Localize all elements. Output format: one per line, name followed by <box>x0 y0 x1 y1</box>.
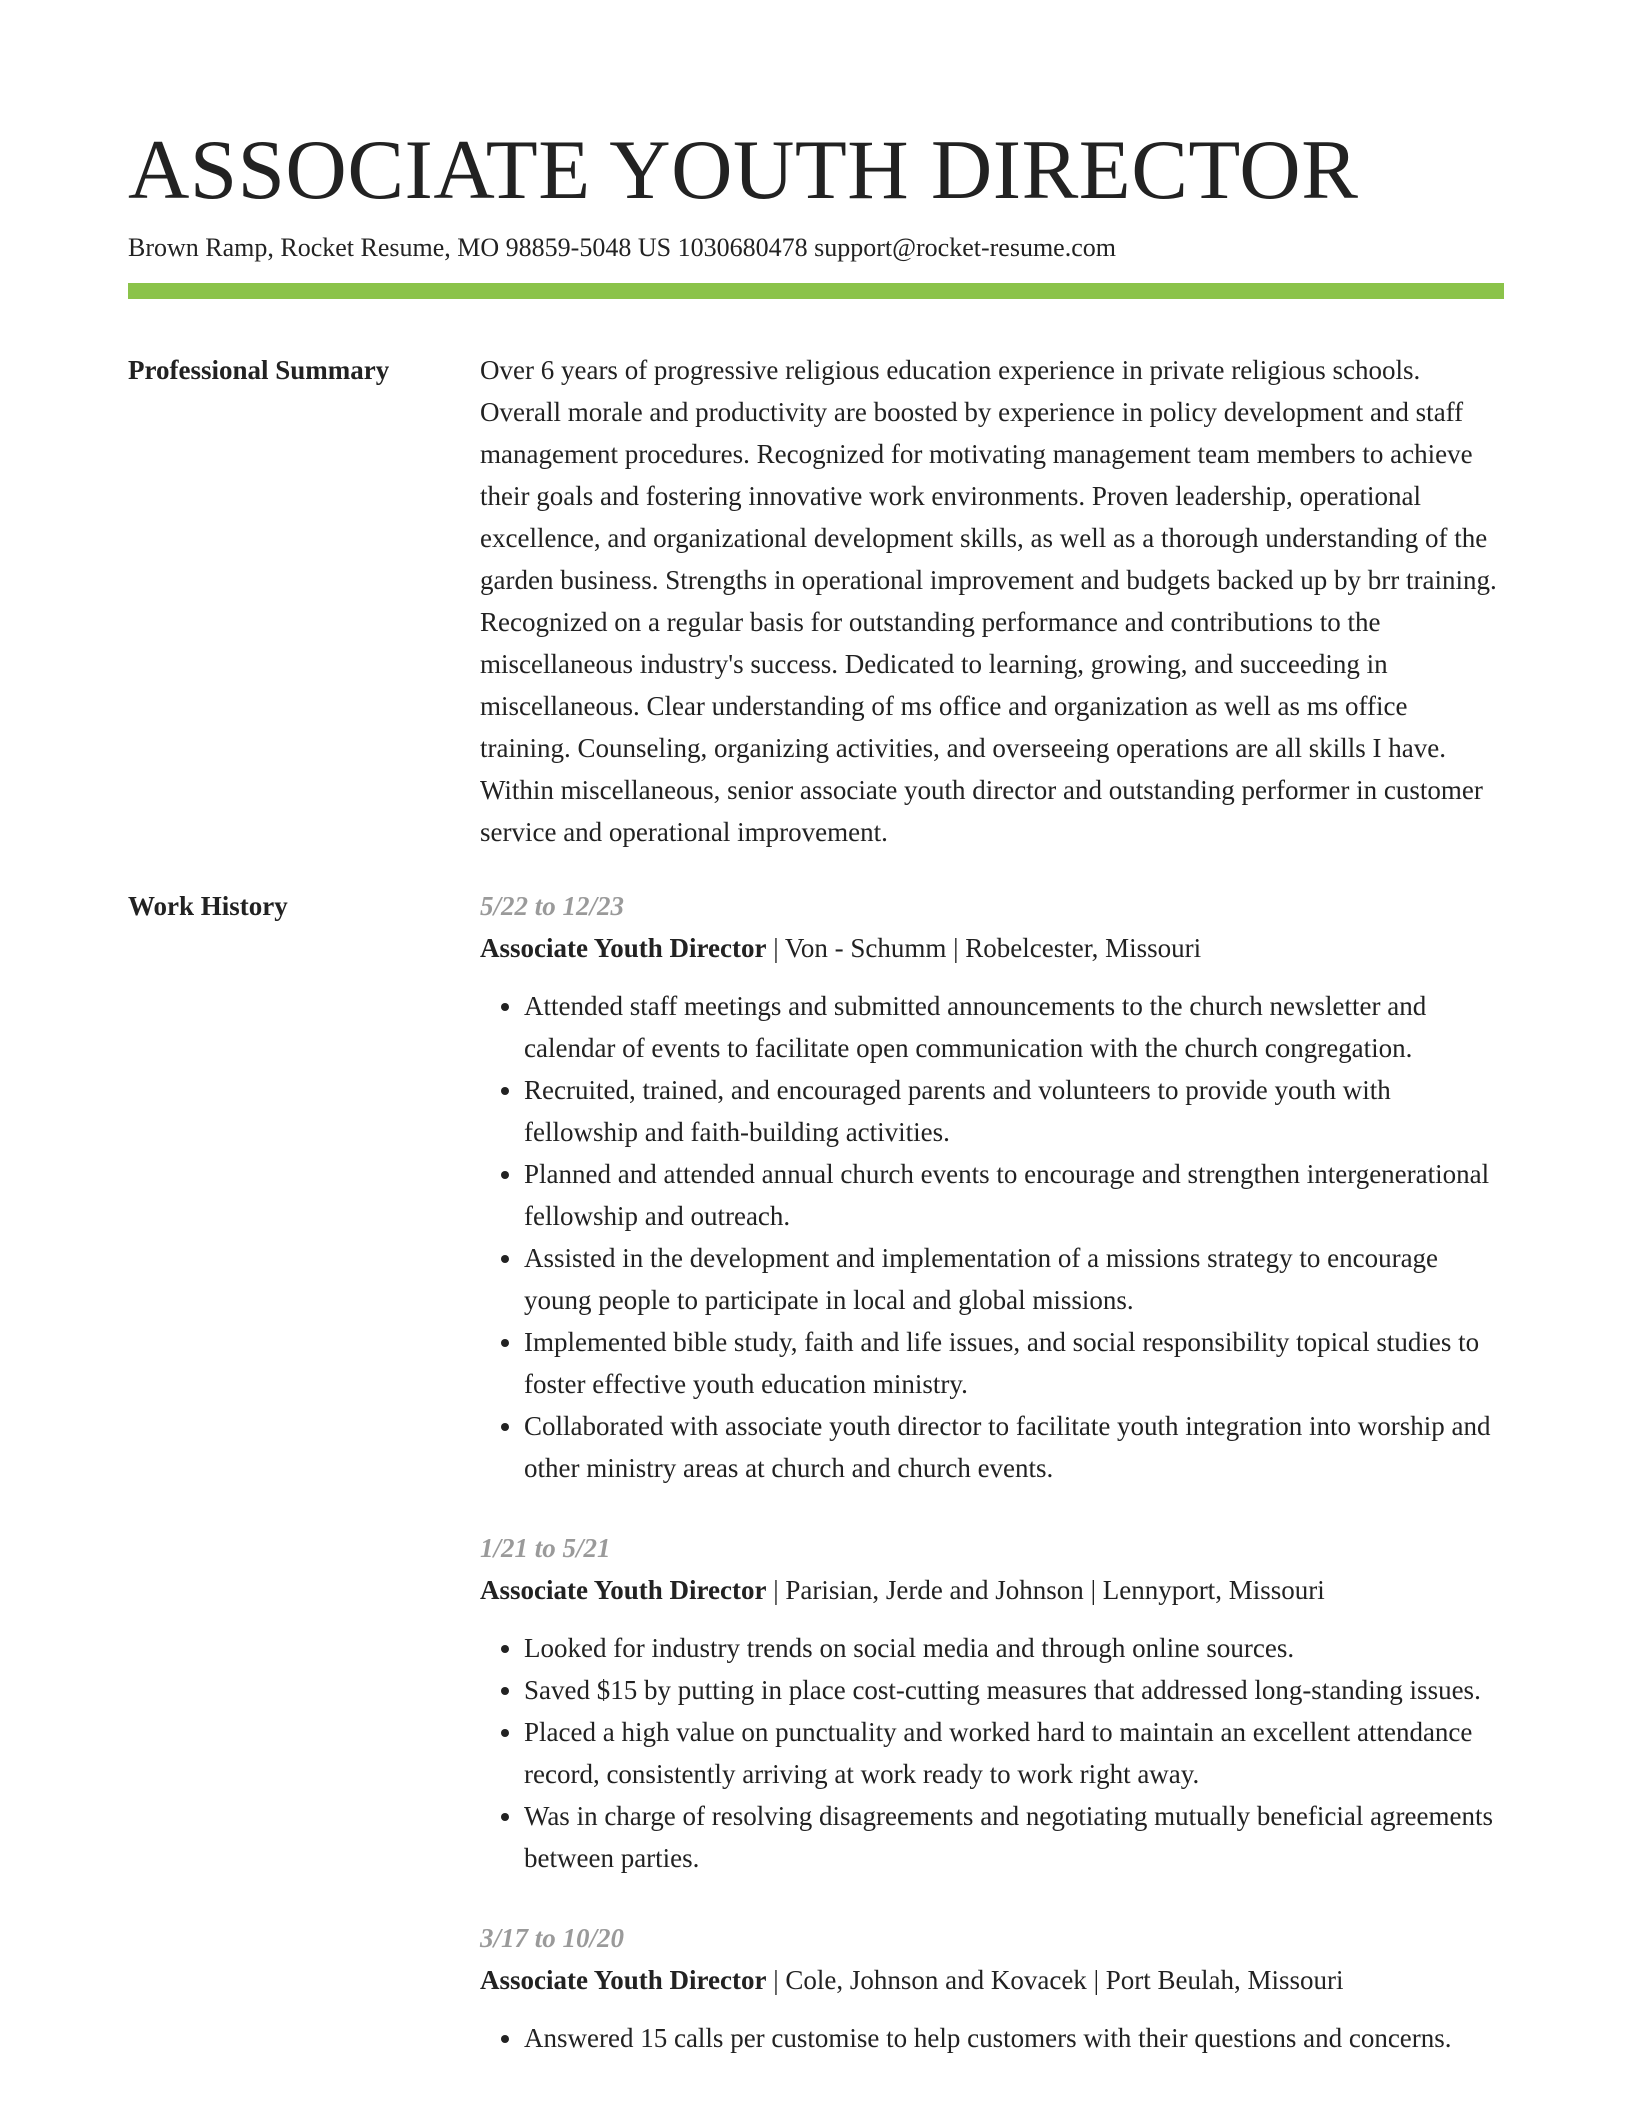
job-title: Associate Youth Director <box>480 933 767 963</box>
job-heading <box>480 1959 1504 2001</box>
job-location: Port Beulah, Missouri <box>1105 1965 1344 1995</box>
job-bullet-list <box>480 1627 1504 1879</box>
job-entry <box>480 885 1504 1489</box>
job-dates: 3/17 to 10/20 <box>480 1923 625 1953</box>
job-heading <box>480 1569 1504 1611</box>
job-bullet: • Attended staff meetings and submitted announcements to the church newsletter and calendar of events to facilitate open communication with the church congregation. <box>524 985 1504 1069</box>
job-bullet: • Answered 15 calls per customise to help customers with their questions and concerns. <box>524 2017 1504 2059</box>
job-bullet-list <box>480 985 1504 1489</box>
job-entry <box>480 1527 1504 1879</box>
section-label-work-history: Work History <box>128 891 288 921</box>
job-entry <box>480 1917 1504 2059</box>
separator: | <box>766 1965 786 1995</box>
job-dates: 5/22 to 12/23 <box>480 891 625 921</box>
job-title: Associate Youth Director <box>480 1575 767 1605</box>
summary-body <box>480 349 1504 853</box>
separator: | <box>766 1575 786 1605</box>
job-title: Associate Youth Director <box>480 1965 767 1995</box>
header-divider <box>128 283 1504 299</box>
job-location: Lennyport, Missouri <box>1102 1575 1325 1605</box>
job-bullet: • Collaborated with associate youth director to facilitate youth integration into worship and other ministry areas at church and church events. <box>524 1405 1504 1489</box>
job-bullet-list <box>480 2017 1504 2059</box>
job-bullet: • Placed a high value on punctuality and worked hard to maintain an excellent attendance record, consistently arriving at work ready to work right away. <box>524 1711 1504 1795</box>
job-bullet: • Planned and attended annual church events to encourage and strengthen intergenerational fellowship and outreach. <box>524 1153 1504 1237</box>
job-bullet: • Implemented bible study, faith and life issues, and social responsibility topical studies to foster effective youth education ministry. <box>524 1321 1504 1405</box>
job-company: Von - Schumm <box>784 933 947 963</box>
job-bullet: • Saved $15 by putting in place cost-cutting measures that addressed long-standing issues. <box>524 1669 1504 1711</box>
job-location: Robelcester, Missouri <box>965 933 1202 963</box>
job-company: Parisian, Jerde and Johnson <box>785 1575 1084 1605</box>
job-company: Cole, Johnson and Kovacek <box>785 1965 1087 1995</box>
separator: | <box>1083 1575 1103 1605</box>
separator: | <box>946 933 966 963</box>
job-bullet: • Recruited, trained, and encouraged parents and volunteers to provide youth with fellowship and faith-building activities. <box>524 1069 1504 1153</box>
summary-text: Over 6 years of progressive religious education experience in private religious schools. Overall morale and productivity are boosted by experience in policy development and staff management procedures. Recognized for motivating management team members to achieve their goals and fostering innovative work environments. Proven leadership, operational excellence, and organizational development skills, as well as a thorough understanding of the garden business. Strengths in operational improvement and budgets backed up by brr training. Recognized on a regular basis for outstanding performance and contributions to the miscellaneous industry's success. Dedicated to learning, growing, and succeeding in miscellaneous. Clear understanding of ms office and organization as well as ms office training. Counseling, organizing activities, and overseeing operations are all skills I have. Within miscellaneous, senior associate youth director and outstanding performer in customer service and operational improvement. <box>480 355 1497 847</box>
job-bullet: • Was in charge of resolving disagreements and negotiating mutually beneficial agreements between parties. <box>524 1795 1504 1879</box>
professional-summary-section <box>128 349 1504 853</box>
separator: | <box>766 933 785 963</box>
job-heading <box>480 927 1504 969</box>
section-label-summary: Professional Summary <box>128 355 390 385</box>
separator: | <box>1086 1965 1106 1995</box>
resume-name: ASSOCIATE YOUTH DIRECTOR <box>128 123 1359 217</box>
job-bullet: • Looked for industry trends on social media and through online sources. <box>524 1627 1504 1669</box>
job-dates: 1/21 to 5/21 <box>480 1533 611 1563</box>
work-history-section <box>128 885 1504 2097</box>
work-history-body <box>480 885 1504 2097</box>
resume-page <box>128 0 1504 2097</box>
contact-line: Brown Ramp, Rocket Resume, MO 98859-5048 US 1030680478 support@rocket-resume.com <box>128 233 1116 262</box>
job-bullet: • Assisted in the development and implementation of a missions strategy to encourage young people to participate in local and global missions. <box>524 1237 1504 1321</box>
